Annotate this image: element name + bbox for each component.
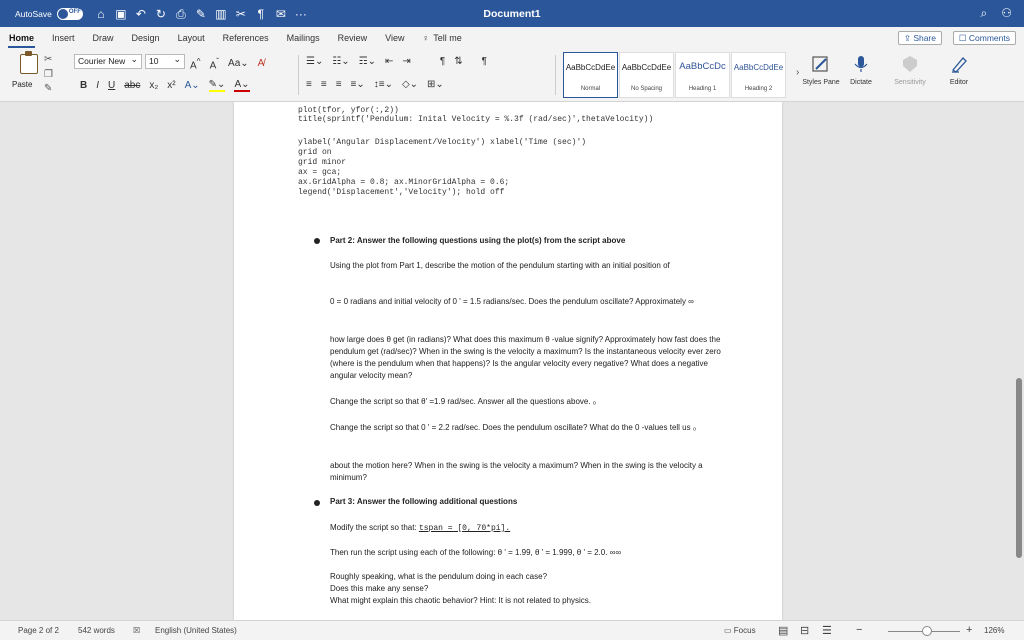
zoom-out-icon[interactable]: − (856, 624, 863, 636)
inline-code: tspan = [0, 70*pi]. (418, 524, 511, 533)
tab-layout[interactable]: Layout (177, 33, 205, 43)
align-center-icon[interactable]: ≡ (320, 79, 327, 90)
highlight-icon[interactable]: ✎⌄ (208, 79, 226, 90)
document-page[interactable] (234, 102, 782, 620)
status-bar (0, 620, 1024, 640)
chart-icon[interactable]: ▥ (215, 6, 227, 21)
code-line: legend('Displacement','Velocity'); hold off (298, 188, 505, 197)
line-spacing-icon[interactable]: ↕≡⌄ (373, 79, 393, 90)
justify-icon[interactable]: ≡⌄ (350, 79, 365, 90)
format-painter-icon[interactable]: ✎ (195, 6, 206, 21)
ribbon-tabs (0, 27, 1024, 49)
underline-icon[interactable]: U (108, 80, 116, 91)
share-button[interactable] (898, 31, 942, 45)
tab-insert[interactable]: Insert (52, 33, 75, 43)
zoom-slider-thumb[interactable] (922, 626, 932, 636)
paragraph: Using the plot from Part 1, describe the motion of the pendulum starting with an initial position of (330, 261, 670, 270)
code-line: plot(tfor, yfor(:,2)) (298, 106, 399, 115)
autosave-toggle[interactable] (57, 8, 83, 20)
part3-heading: Part 3: Answer the following additional questions (330, 497, 518, 506)
shrink-font-icon[interactable]: $A^ˇ$ (209, 56, 220, 72)
bold-icon[interactable]: B (80, 80, 88, 91)
share-icon: ⇪ (903, 33, 911, 43)
tab-home[interactable]: Home (0, 27, 43, 49)
show-marks-icon[interactable]: ¶ (439, 56, 446, 67)
home-icon[interactable]: ⌂ (97, 6, 105, 21)
tab-references[interactable]: References (222, 33, 269, 43)
zoom-in-icon[interactable]: + (966, 624, 973, 636)
search-icon[interactable]: ⌕ (980, 6, 988, 20)
code-line: ylabel('Angular Displacement/Velocity') xlabel('Time (sec)') (298, 138, 587, 147)
web-layout-icon[interactable]: ⊟ (800, 625, 810, 637)
code-line: ax = gca; (298, 168, 342, 177)
tell-me-label: Tell me (433, 33, 462, 43)
style-sample: AaBbCcDdEe (621, 63, 672, 72)
style-name: No Spacing (630, 86, 663, 92)
save-icon[interactable]: ▣ (115, 6, 127, 21)
quick-access-toolbar (95, 7, 307, 21)
italic-icon[interactable]: I (96, 80, 100, 91)
tab-mailings[interactable]: Mailings (286, 33, 320, 43)
document-canvas[interactable] (0, 102, 1024, 620)
bullet-icon (314, 238, 320, 244)
paragraph-prefix: Modify the script so that: (330, 523, 419, 532)
clipboard-icon (20, 54, 38, 74)
code-line: title(sprintf('Pendulum: Inital Velocity = %.3f (rad/sec)',thetaVelocity)) (298, 115, 654, 124)
style-name: Normal (580, 86, 601, 92)
paragraph: about the motion here? When in the swing is the velocity a maximum? When in the swing is the velocity a minimum? (330, 461, 703, 482)
numbering-icon[interactable]: ☷⌄ (332, 56, 350, 67)
comments-button[interactable] (953, 31, 1016, 45)
sensitivity-button[interactable] (886, 52, 934, 98)
paragraph-mark-icon[interactable]: ¶ (481, 56, 487, 67)
more-icon[interactable]: ··· (294, 6, 307, 21)
paste-label: Paste (12, 80, 33, 89)
print-layout-icon[interactable]: ▤ (778, 625, 789, 637)
undo-icon[interactable]: ↶ (135, 6, 146, 21)
cut-icon[interactable]: ✂ (44, 54, 53, 65)
bullets-icon[interactable]: ☰⌄ (306, 56, 324, 67)
proofing-icon[interactable]: ☒ (133, 626, 141, 635)
style-name: Heading 2 (744, 86, 773, 92)
focus-button[interactable] (724, 626, 756, 635)
bullet-icon (314, 500, 320, 506)
autosave[interactable] (15, 8, 83, 20)
cut-icon[interactable]: ✂ (235, 6, 246, 21)
superscript-icon[interactable]: x² (167, 80, 176, 91)
read-mode-icon[interactable]: ☰ (822, 625, 832, 637)
paragraph: how large does θ get (in radians)? What does this maximum θ -value signify? Approximately how fast does the pendulum get (rad/sec)? When in the swing is the velocity a maximum? Is the instantaneous velocity ever zero (where is the pendulum when that happens)? Is the angular velocity every negative? What does a negative angular velocity mean? (330, 335, 721, 380)
tab-view[interactable]: View (385, 33, 405, 43)
code-line: grid minor (298, 158, 347, 167)
language[interactable]: English (United States) (155, 626, 237, 635)
strikethrough-icon[interactable]: abc (124, 80, 141, 91)
paragraph: Change the script so that θ' =1.9 rad/sec. Answer all the questions above. ₀ (330, 397, 597, 406)
paragraph: Roughly speaking, what is the pendulum doing in each case? (330, 572, 548, 581)
style-heading-1[interactable] (675, 52, 730, 98)
dictate-label: Dictate (850, 79, 872, 86)
microphone-icon (851, 54, 871, 74)
mail-icon[interactable]: ✉ (275, 6, 286, 21)
format-painter-icon[interactable]: ✎ (44, 83, 53, 94)
increase-indent-icon[interactable]: ⇥ (402, 56, 411, 67)
print-icon[interactable]: ⎙ (176, 6, 186, 21)
style-name: Heading 1 (688, 86, 717, 92)
comments-label: Comments (968, 33, 1010, 43)
style-heading-2[interactable] (731, 52, 786, 98)
autosave-state: OFF (68, 8, 81, 15)
text-effects-icon[interactable]: A⌄ (184, 80, 200, 91)
shading-icon[interactable]: ◇⌄ (401, 79, 419, 90)
tab-draw[interactable]: Draw (92, 33, 114, 43)
ribbon (0, 49, 1024, 102)
sort-icon[interactable]: ⇅ (454, 56, 463, 67)
title-bar (0, 0, 1024, 27)
tab-design[interactable]: Design (131, 33, 160, 43)
decrease-indent-icon[interactable]: ⇤ (385, 56, 394, 67)
font-color-icon[interactable]: A⌄ (234, 79, 250, 90)
copy-icon[interactable]: ❐ (44, 69, 53, 80)
multilevel-list-icon[interactable]: ☶⌄ (358, 56, 377, 67)
account-icon[interactable]: ⚇ (1001, 6, 1012, 20)
align-right-icon[interactable]: ≡ (335, 79, 342, 90)
lightbulb-icon: ♀ (422, 33, 430, 43)
font-name-select[interactable]: Courier New ⌄ (74, 54, 142, 69)
word-count[interactable]: 542 words (78, 626, 115, 635)
style-sample: AaBbCcDc (679, 61, 726, 72)
editor-label: Editor (949, 79, 969, 86)
paragraph (330, 522, 725, 535)
code-line: ax.GridAlpha = 0.8; ax.MinorGridAlpha = 0.6; (298, 178, 510, 187)
tab-review[interactable]: Review (337, 33, 368, 43)
sensitivity-icon (900, 54, 920, 74)
sensitivity-label: Sensitivity (894, 79, 926, 86)
styles-more-icon[interactable]: › (796, 67, 800, 78)
dictate-button[interactable] (842, 52, 880, 98)
zoom-level[interactable]: 126% (984, 626, 1005, 635)
code-line: grid on (298, 148, 332, 157)
text-icon[interactable]: ¶ (257, 6, 265, 21)
styles-gallery (563, 52, 798, 98)
style-no-spacing[interactable] (619, 52, 674, 98)
autosave-label: AutoSave (15, 8, 52, 19)
clear-formatting-icon[interactable]: A̸ (257, 58, 265, 70)
part2-heading: Part 2: Answer the following questions using the plot(s) from the script above (330, 236, 626, 245)
document-title: Document1 (483, 7, 541, 20)
vertical-scrollbar[interactable] (1016, 378, 1022, 558)
grow-font-icon[interactable]: A^ (190, 56, 201, 72)
subscript-icon[interactable]: x₂ (149, 80, 159, 91)
page-count[interactable]: Page 2 of 2 (18, 626, 59, 635)
align-left-icon[interactable]: ≡ (306, 79, 312, 90)
style-sample: AaBbCcDdEe (565, 63, 616, 72)
style-normal[interactable] (563, 52, 618, 98)
focus-label: Focus (733, 626, 756, 635)
paste-button[interactable] (10, 52, 48, 98)
font-size-select[interactable]: 10 ⌄ (145, 54, 185, 69)
styles-pane-button[interactable] (802, 52, 840, 98)
styles-pane-icon (811, 54, 831, 74)
tell-me[interactable] (414, 27, 471, 49)
paragraph: Then run the script using each of the following: θ ' = 1.99, θ ' = 1.999, θ ' = 2.0. ∞∞ (330, 548, 622, 557)
editor-button[interactable] (940, 52, 978, 98)
change-case-icon[interactable]: Aa⌄ (228, 58, 249, 70)
redo-icon[interactable]: ↻ (155, 6, 166, 21)
paragraph: Does this make any sense? (330, 584, 429, 593)
paragraph: Change the script so that 0 ' = 2.2 rad/sec. Does the pendulum oscillate? What do the 0 -values tell us ₀ (330, 423, 697, 432)
borders-icon[interactable]: ⊞⌄ (427, 79, 444, 90)
styles-pane-label: Styles Pane (802, 79, 840, 86)
share-label: Share (913, 33, 936, 43)
comment-icon: ☐ (958, 33, 967, 43)
editor-icon (949, 54, 969, 74)
paragraph: What might explain this chaotic behavior? Hint: It is not related to physics. (330, 596, 592, 605)
paragraph: 0 = 0 radians and initial velocity of 0 ' = 1.5 radians/sec. Does the pendulum oscillate? Approximately ∞ (330, 297, 694, 306)
focus-icon: ▭ (724, 626, 732, 635)
style-sample: AaBbCcDdEe (733, 63, 784, 72)
